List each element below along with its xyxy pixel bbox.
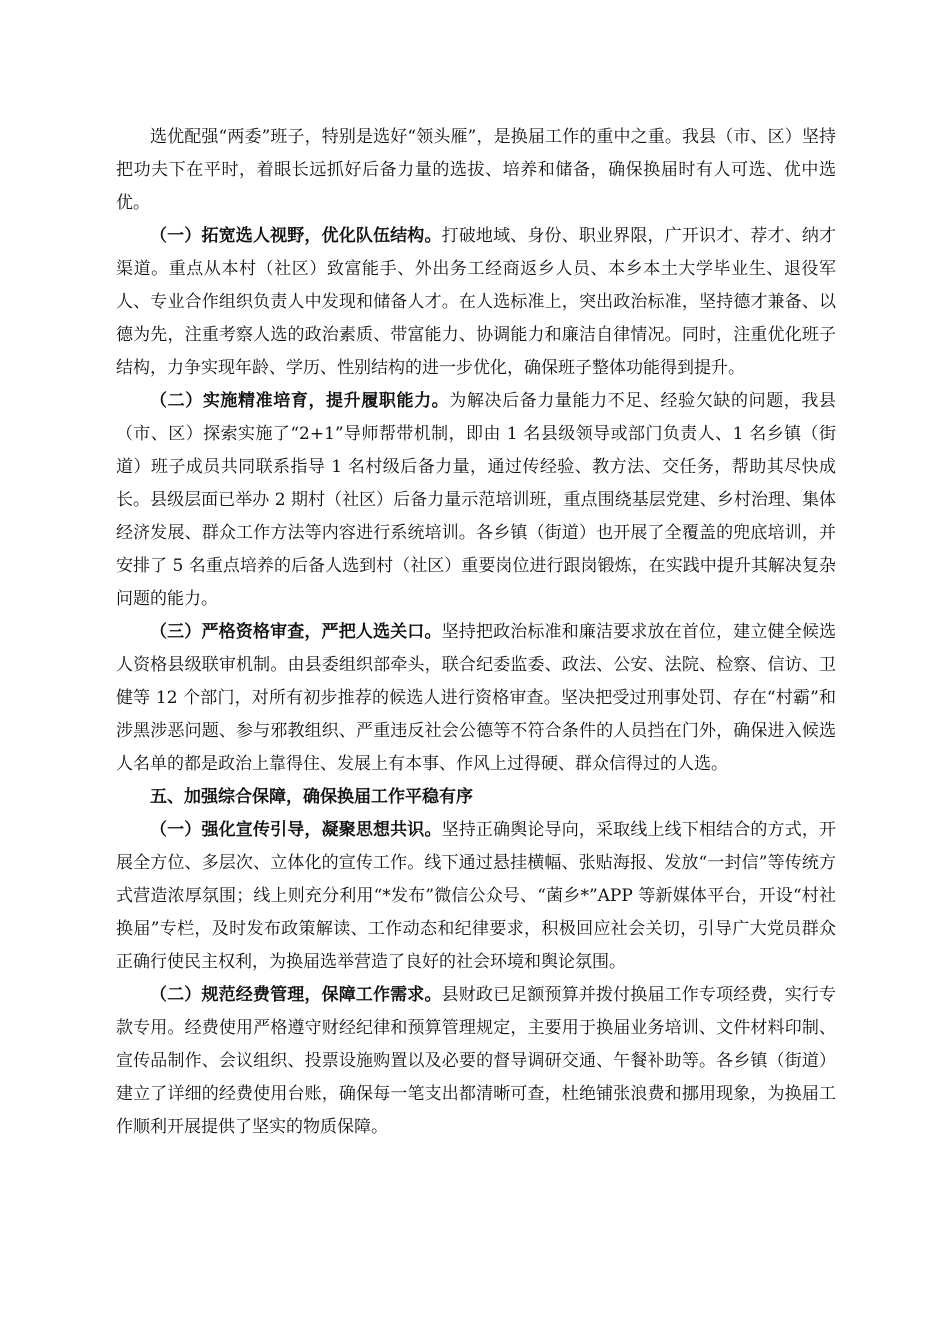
paragraph-lead: （二）实施精准培育，提升履职能力。 — [150, 391, 450, 411]
paragraph-body: 打破地域、身份、职业界限，广开识才、荐才、纳才渠道。重点从本村（社区）致富能手、外出务工经商返乡人员、本乡本土大学毕业生、退役军人、专业合作组织负责人中发现和储备人才。在人选标准上，突出政治标准，坚持德才兼备、以德为先，注重考察人选的政治素质、带富能力、协调能力和廉洁自律情况。同时，注重优化班子结构，力争实现年龄、学历、性别结构的进一步优化，确保班子整体功能得到提升。 — [116, 226, 837, 378]
paragraph-body: 坚持把政治标准和廉洁要求放在首位，建立健全候选人资格县级联审机制。由县委组织部牵头，联合纪委监委、政法、公安、法院、检察、信访、卫健等 12 个部门，对所有初步推荐的候选人进行资格审查。坚决把受过刑事处罚、存在“村霸”和涉黑涉恶问题、参与邪教组织、严重违反社会公德等不符合条件的人员挡在门外，确保进入候选人名单的都是政治上靠得住、发展上有本事、作风上过得硬、群众信得过的人选。 — [116, 622, 837, 774]
paragraph-publicity — [116, 814, 836, 979]
paragraph-lead: （三）严格资格审查，严把人选关口。 — [150, 622, 442, 642]
paragraph-precise-training — [116, 385, 836, 616]
paragraph-lead: （一）拓宽选人视野，优化队伍结构。 — [150, 226, 442, 246]
intro-paragraph — [116, 121, 836, 220]
paragraph-broaden-selection — [116, 220, 836, 385]
paragraph-body: 县财政已足额预算并拨付换届工作专项经费，实行专款专用。经费使用严格遵守财经纪律和预算管理规定，主要用于换届业务培训、文件材料印制、宣传品制作、会议组织、投票设施购置以及必要的督导调研交通、午餐补助等。各乡镇（街道）建立了详细的经费使用台账，确保每一笔支出都清晰可查，杜绝铺张浪费和挪用现象，为换届工作顺利开展提供了坚实的物质保障。 — [116, 985, 837, 1137]
paragraph-body: 坚持正确舆论导向，采取线上线下相结合的方式，开展全方位、多层次、立体化的宣传工作。线下通过悬挂横幅、张贴海报、发放“一封信”等传统方式营造浓厚氛围；线上则充分利用“*发布”微信公众号、“菌乡*”APP 等新媒体平台，开设“村社换届”专栏，及时发布政策解读、工作动态和纪律要求，积极回应社会关切，引导广大党员群众正确行使民主权利，为换届选举营造了良好的社会环境和舆论氛围。 — [116, 820, 837, 972]
paragraph-funding — [116, 979, 836, 1144]
paragraph-qualification-review — [116, 616, 836, 781]
intro-text: 选优配强“两委”班子，特别是选好“领头雁”，是换届工作的重中之重。我县（市、区）坚持把功夫下在平时，着眼长远抓好后备力量的选拔、培养和储备，确保换届时有人可选、优中选优。 — [116, 127, 836, 213]
document-page — [116, 121, 836, 1144]
paragraph-lead: （一）强化宣传引导，凝聚思想共识。 — [150, 820, 442, 840]
paragraph-lead: （二）规范经费管理，保障工作需求。 — [150, 985, 442, 1005]
paragraph-body: 为解决后备力量能力不足、经验欠缺的问题，我县（市、区）探索实施了“2+1”导师帮带机制，即由 1 名县级领导或部门负责人、1 名乡镇（街道）班子成员共同联系指导 1 名村级后备力量，通过传经验、教方法、交任务，帮助其尽快成长。县级层面已举办 2 期村（社区）后备力量示范培训班，重点围绕基层党建、乡村治理、集体经济发展、群众工作方法等内容进行系统培训。各乡镇（街道）也开展了全覆盖的兜底培训，并安排了 5 名重点培养的后备人选到村（社区）重要岗位进行跟岗锻炼，在实践中提升其解决复杂问题的能力。 — [116, 391, 837, 609]
section-heading: 五、加强综合保障，确保换届工作平稳有序 — [150, 787, 473, 807]
